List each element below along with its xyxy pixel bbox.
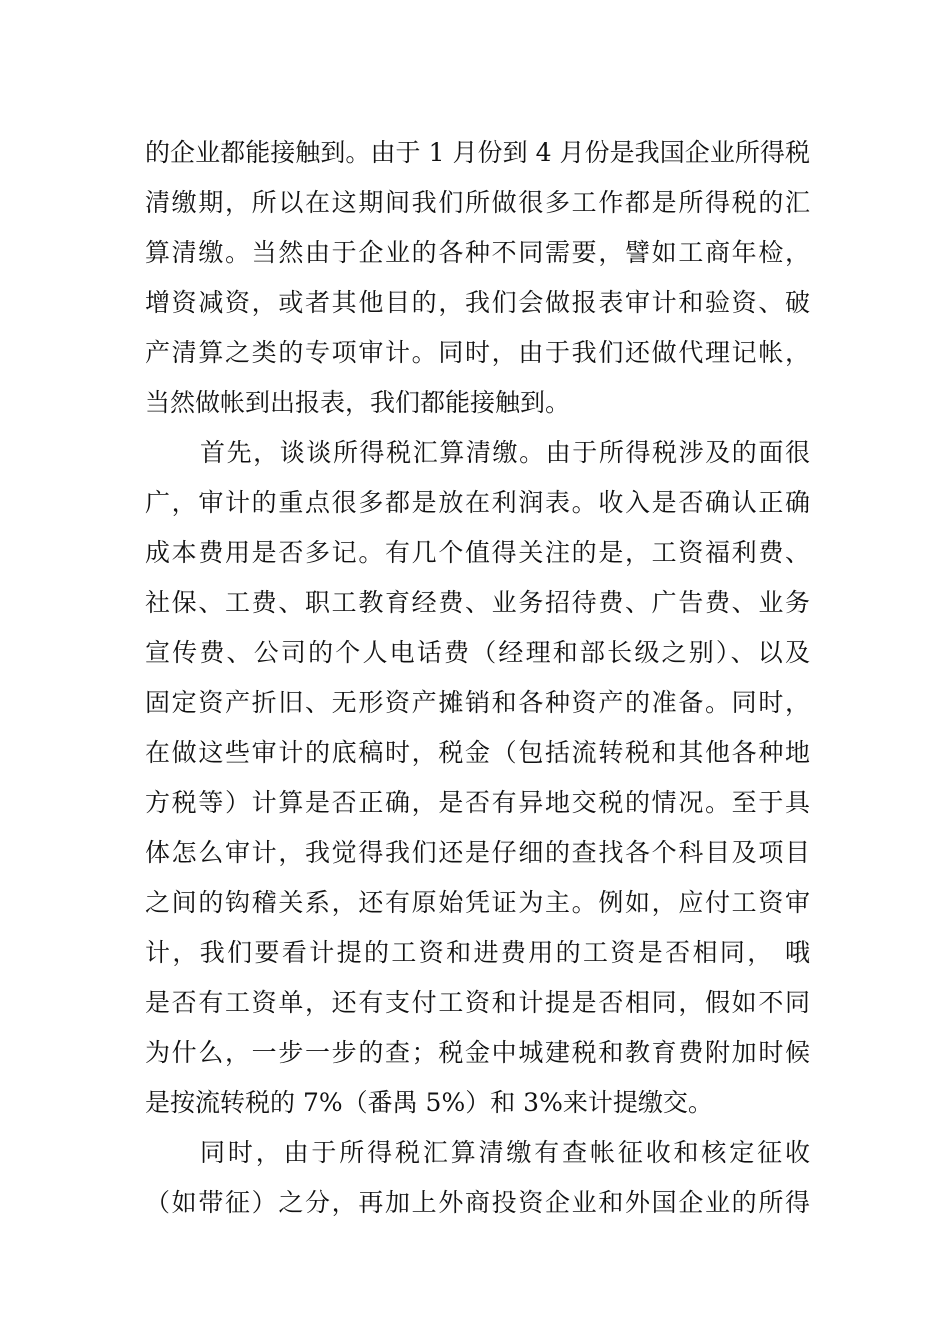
- text-line: 当然做帐到出报表，我们都能接触到。: [145, 388, 571, 417]
- text-line: 同时，由于所得税汇算清缴有查帐征收和核定征收: [200, 1138, 810, 1167]
- text-line: 是按流转税的 7%（番禺 5%）和 3%来计提缴交。: [145, 1088, 713, 1117]
- text-line: 计，我们要看计提的工资和进费用的工资是否相同， 哦: [145, 938, 810, 967]
- text-line: 广，审计的重点很多都是放在利润表。收入是否确认正确: [145, 488, 810, 517]
- text-line: 清缴期，所以在这期间我们所做很多工作都是所得税的汇: [145, 188, 810, 217]
- text-line: 体怎么审计，我觉得我们还是仔细的查找各个科目及项目: [145, 838, 810, 867]
- text-line: 固定资产折旧、无形资产摊销和各种资产的准备。同时，: [145, 688, 810, 717]
- text-line: （如带征）之分，再加上外商投资企业和外国企业的所得: [145, 1188, 810, 1217]
- text-line: 方税等）计算是否正确，是否有异地交税的情况。至于具: [145, 788, 810, 817]
- text-line: 之间的钩稽关系，还有原始凭证为主。例如，应付工资审: [145, 888, 810, 917]
- text-line: 在做这些审计的底稿时，税金（包括流转税和其他各种地: [145, 738, 810, 767]
- text-line: 为什么，一步一步的查；税金中城建税和教育费附加时候: [145, 1038, 810, 1067]
- text-line: 是否有工资单，还有支付工资和计提是否相同，假如不同: [145, 988, 810, 1017]
- text-line: 增资减资，或者其他目的，我们会做报表审计和验资、破: [145, 288, 810, 317]
- text-line: 宣传费、公司的个人电话费（经理和部长级之别）、以及: [145, 638, 810, 667]
- text-line: 首先，谈谈所得税汇算清缴。由于所得税涉及的面很: [200, 438, 810, 467]
- text-line: 成本费用是否多记。有几个值得关注的是，工资福利费、: [145, 538, 810, 567]
- text-line: 的企业都能接触到。由于 1 月份到 4 月份是我国企业所得税: [145, 138, 810, 167]
- text-line: 社保、工费、职工教育经费、业务招待费、广告费、业务: [145, 588, 810, 617]
- text-line: 算清缴。当然由于企业的各种不同需要，譬如工商年检，: [145, 238, 810, 267]
- body-text: [145, 128, 810, 1228]
- text-line: 产清算之类的专项审计。同时，由于我们还做代理记帐，: [145, 338, 810, 367]
